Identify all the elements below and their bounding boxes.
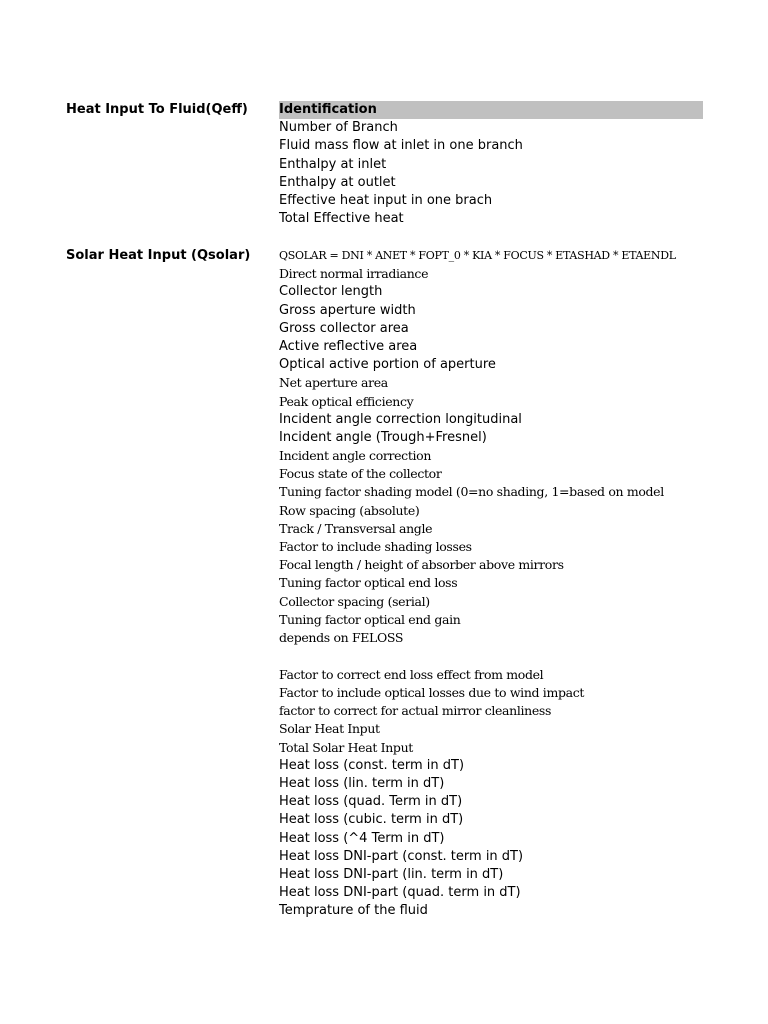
- list-item: Total Effective heat: [279, 211, 404, 227]
- list-item: Effective heat input in one brach: [279, 192, 493, 208]
- list-item: Tuning factor optical end gain: [279, 611, 461, 627]
- section-label-solar-heat-input: Solar Heat Input (Qsolar): [66, 248, 251, 263]
- list-item: Fluid mass flow at inlet in one branch: [279, 138, 523, 154]
- list-item: Enthalpy at outlet: [279, 174, 396, 190]
- list-item: Factor to include optical losses due to wind impact: [279, 685, 585, 701]
- list-item: Collector length: [279, 284, 383, 300]
- list-item: Heat loss (quad. Term in dT): [279, 794, 463, 810]
- solar-heat-input-list: [279, 247, 703, 921]
- list-item: Gross collector area: [279, 320, 409, 336]
- list-item: Heat loss DNI-part (lin. term in dT): [279, 866, 504, 882]
- identification-header: Identification: [279, 101, 703, 119]
- list-item: Incident angle correction: [279, 448, 432, 464]
- list-item: Total Solar Heat Input: [279, 739, 413, 755]
- list-item: Number of Branch: [279, 120, 398, 136]
- list-item: Row spacing (absolute): [279, 502, 420, 518]
- list-item: Solar Heat Input: [279, 721, 380, 737]
- list-item: Enthalpy at inlet: [279, 156, 387, 172]
- list-item: factor to correct for actual mirror cleanliness: [279, 703, 552, 719]
- list-item: Heat loss (const. term in dT): [279, 757, 465, 773]
- blank-row: [279, 647, 703, 666]
- list-item: Net aperture area: [279, 375, 388, 391]
- list-item: Tuning factor shading model (0=no shading, 1=based on model: [279, 484, 664, 500]
- list-item: Direct normal irradiance: [279, 266, 429, 282]
- list-item: Focal length / height of absorber above mirrors: [279, 557, 564, 573]
- list-item: Heat loss DNI-part (const. term in dT): [279, 848, 524, 864]
- list-item: Heat loss DNI-part (quad. term in dT): [279, 885, 521, 901]
- list-item: Heat loss (lin. term in dT): [279, 776, 445, 792]
- list-item: Incident angle (Trough+Fresnel): [279, 429, 487, 445]
- list-item: Temprature of the fluid: [279, 903, 428, 919]
- heat-input-list: [279, 101, 703, 228]
- list-item: Heat loss (^4 Term in dT): [279, 830, 445, 846]
- list-item: Factor to correct end loss effect from model: [279, 666, 544, 682]
- list-item: Gross aperture width: [279, 302, 416, 318]
- list-item: Collector spacing (serial): [279, 593, 430, 609]
- qsolar-formula: QSOLAR = DNI * ANET * FOPT_0 * KIA * FOCUS * ETASHAD * ETAENDL: [279, 249, 676, 262]
- list-item: Factor to include shading losses: [279, 539, 472, 554]
- list-item: depends on FELOSS: [279, 629, 404, 645]
- list-item: Peak optical efficiency: [279, 393, 414, 409]
- list-item: Active reflective area: [279, 338, 418, 354]
- list-item: Focus state of the collector: [279, 466, 442, 482]
- list-item: Tuning factor optical end loss: [279, 575, 458, 591]
- list-item: Track / Transversal angle: [279, 520, 433, 536]
- list-item: Heat loss (cubic. term in dT): [279, 812, 464, 828]
- list-item: Incident angle correction longitudinal: [279, 411, 522, 427]
- section-label-heat-input: Heat Input To Fluid(Qeff): [66, 102, 248, 117]
- list-item: Optical active portion of aperture: [279, 357, 496, 373]
